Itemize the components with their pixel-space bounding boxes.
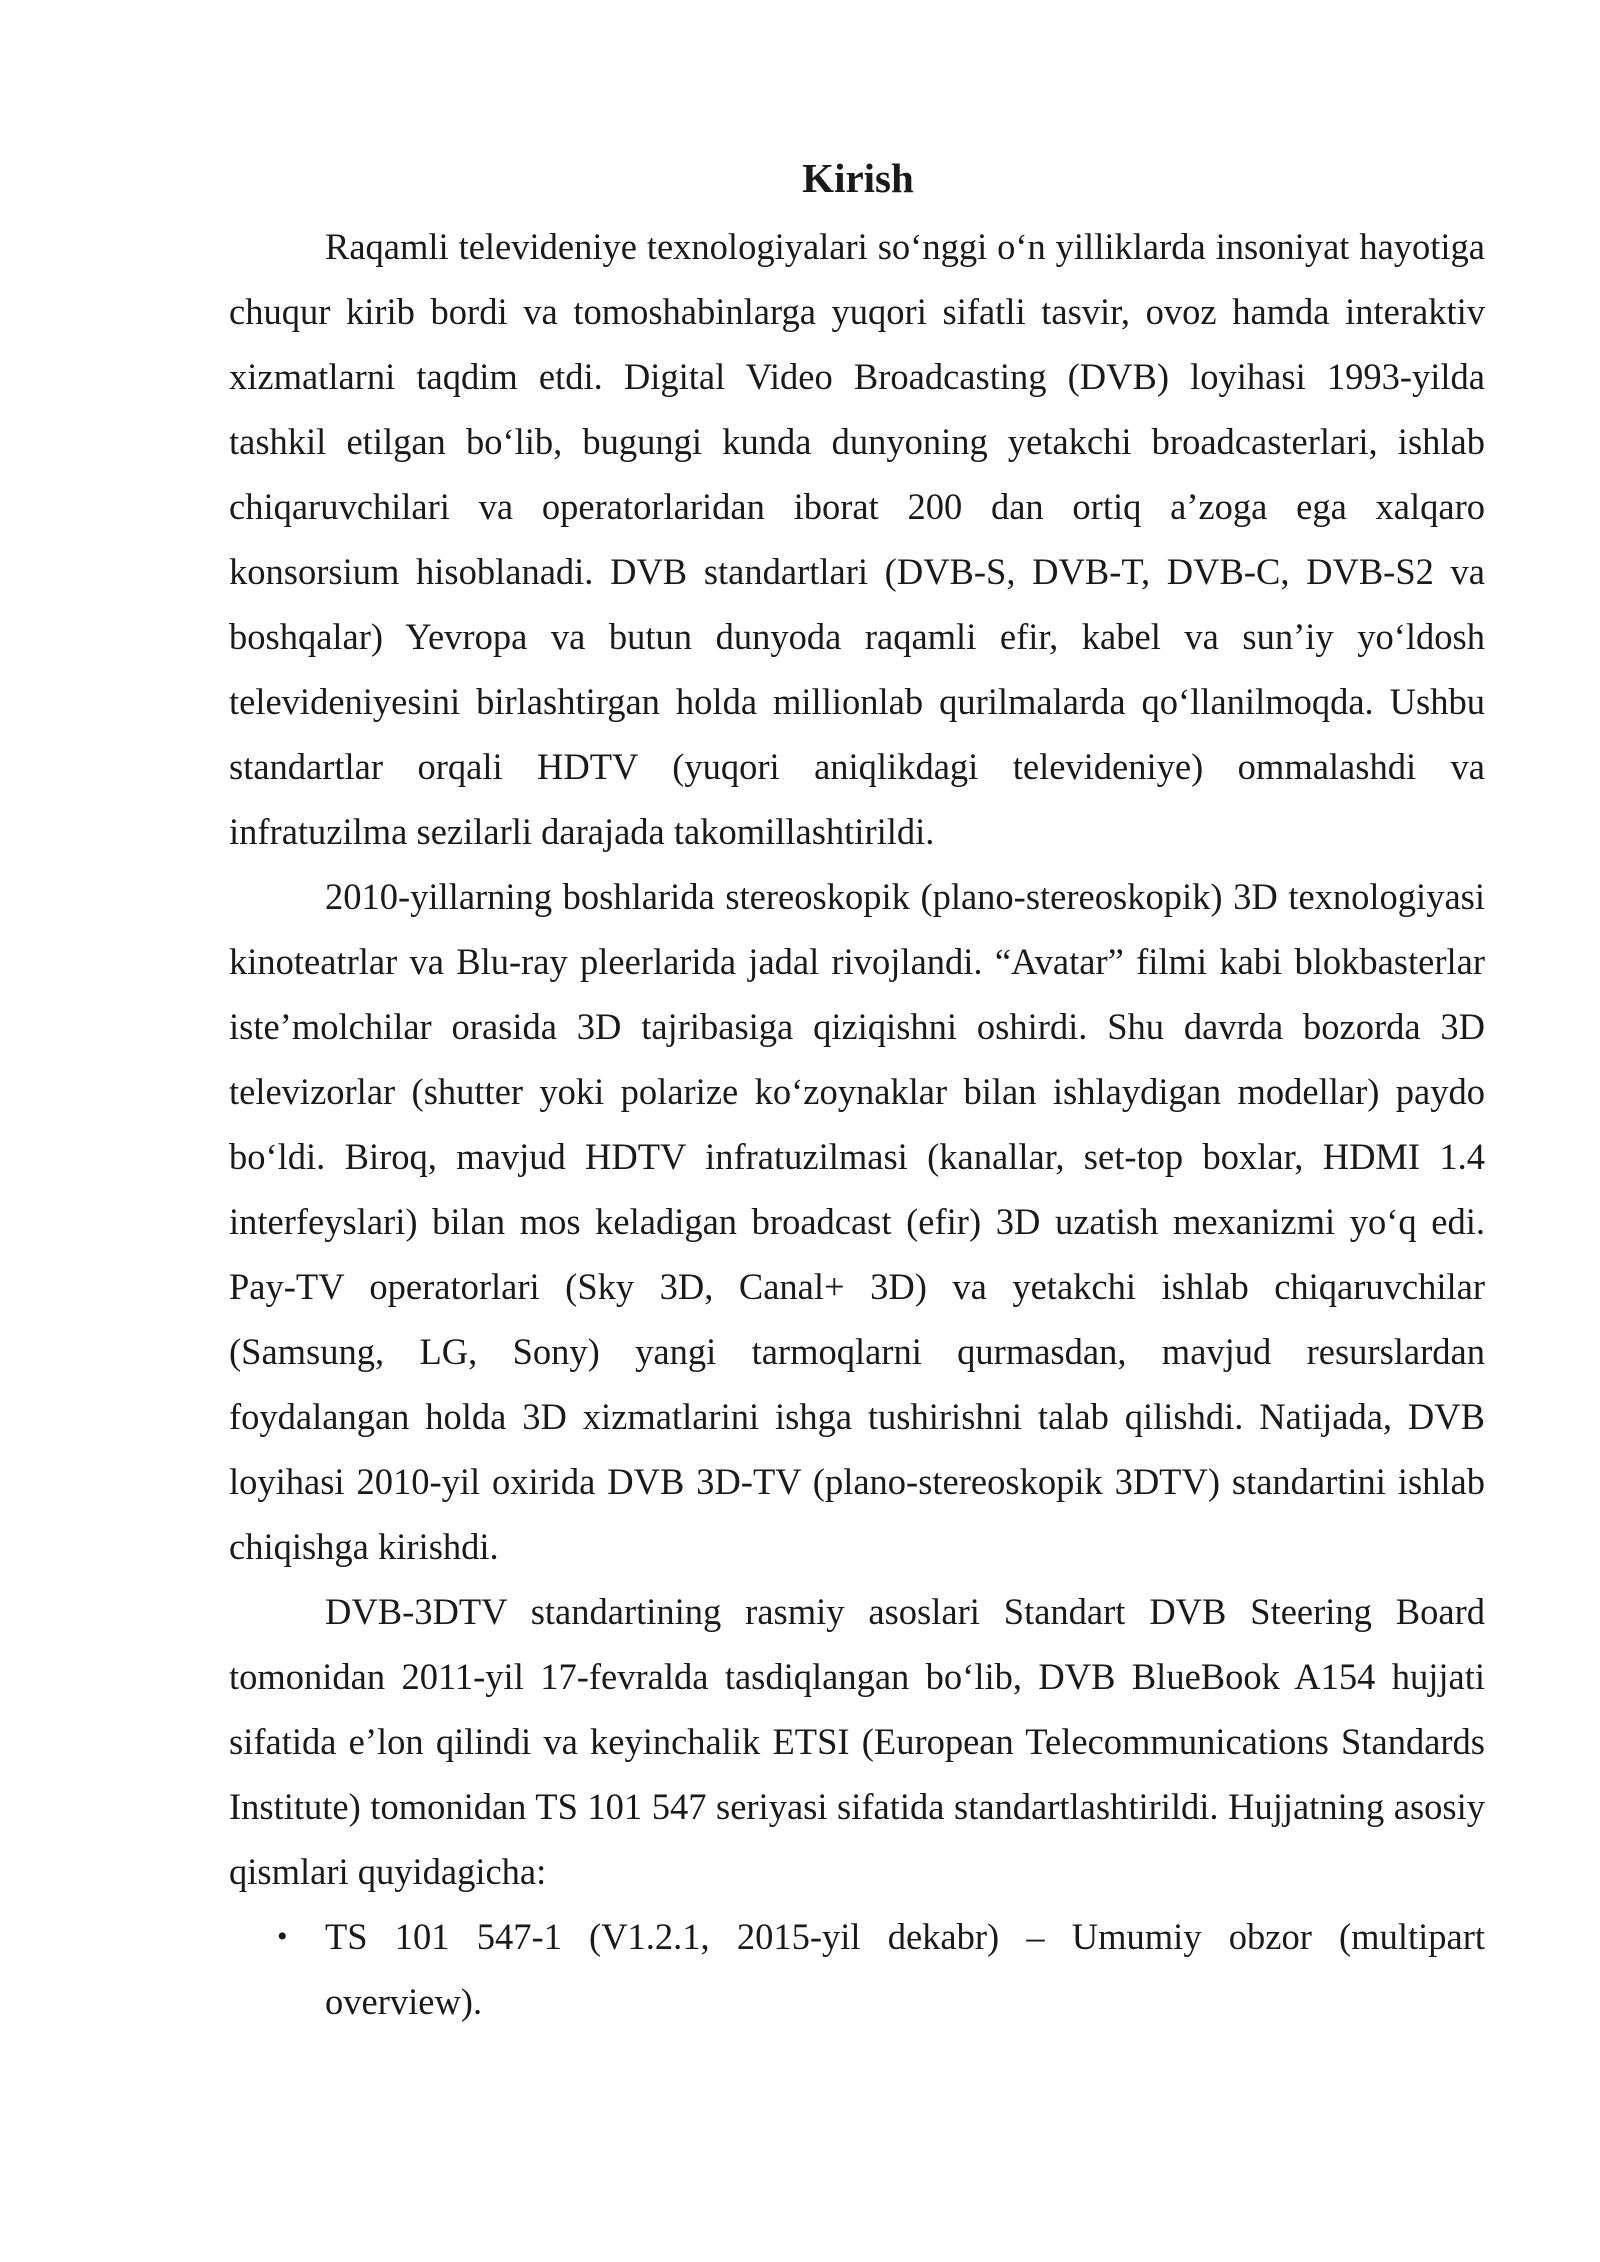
document-title: Kirish bbox=[802, 155, 914, 201]
paragraph-1: Raqamli televideniye texnologiyalari so‘nggi o‘n yilliklarda insoniyat hayotiga chuqur kirib bordi va tomoshabinlarga yuqori sifatli tasvir, ovoz hamda interaktiv xizmatlarni taqdim etdi. Digital Video Broadcasting (DVB) loyihasi 1993-yilda tashkil etilgan bo‘lib, bugungi kunda dunyoning yetakchi broadcasterlari, ishlab chiqaruvchilari va operatorlaridan iborat 200 dan ortiq a’zoga ega xalqaro konsorsium hisoblanadi. DVB standartlari (DVB-S, DVB-T, DVB-C, DVB-S2 va boshqalar) Yevropa va butun dunyoda raqamli efir, kabel va sun’iy yo‘ldosh televideniyesini birlashtirgan holda millionlab qurilmalarda qo‘llanilmoqda. Ushbu standartlar orqali HDTV (yuqori aniqlikdagi televideniye) ommalashdi va infratuzilma sezilarli darajada takomillashtirildi. bbox=[229, 226, 1485, 852]
bullet-text: TS 101 547-1 (V1.2.1, 2015-yil dekabr) – Umumiy obzor (multipart overview). bbox=[325, 1916, 1485, 2022]
paragraph-2: 2010-yillarning boshlarida stereoskopik (plano-stereoskopik) 3D texnologiyasi kinoteatrlar va Blu-ray pleerlarida jadal rivojlandi. “Avatar” filmi kabi blokbasterlar iste’molchilar orasida 3D tajribasiga qiziqishni oshirdi. Shu davrda bozorda 3D televizorlar (shutter yoki polarize ko‘zoynaklar bilan ishlaydigan modellar) paydo bo‘ldi. Biroq, mavjud HDTV infratuzilmasi (kanallar, set-top boxlar, HDMI 1.4 interfeyslari) bilan mos keladigan broadcast (efir) 3D uzatish mexanizmi yo‘q edi. Pay-TV operatorlari (Sky 3D, Canal+ 3D) va yetakchi ishlab chiqaruvchilar (Samsung, LG, Sony) yangi tarmoqlarni qurmasdan, mavjud resurslardan foydalangan holda 3D xizmatlarini ishga tushirishni talab qilishdi. Natijada, DVB loyihasi 2010-yil oxirida DVB 3D-TV (plano-stereoskopik 3DTV) standartini ishlab chiqishga kirishdi. bbox=[229, 876, 1485, 1567]
bullet-marker: • bbox=[277, 1920, 288, 1953]
paragraph-3: DVB-3DTV standartining rasmiy asoslari Standart DVB Steering Board tomonidan 2011-yil 17-fevralda tasdiqlangan bo‘lib, DVB BlueBook A154 hujjati sifatida e’lon qilindi va keyinchalik ETSI (European Telecommunications Standards Institute) tomonidan TS 101 547 seriyasi sifatida standartlashtirildi. Hujjatning asosiy qismlari quyidagicha: bbox=[229, 1591, 1485, 1892]
bullet-item bbox=[229, 1904, 1485, 2034]
bullet-list bbox=[229, 1904, 1485, 2034]
document-body bbox=[229, 150, 1485, 2034]
